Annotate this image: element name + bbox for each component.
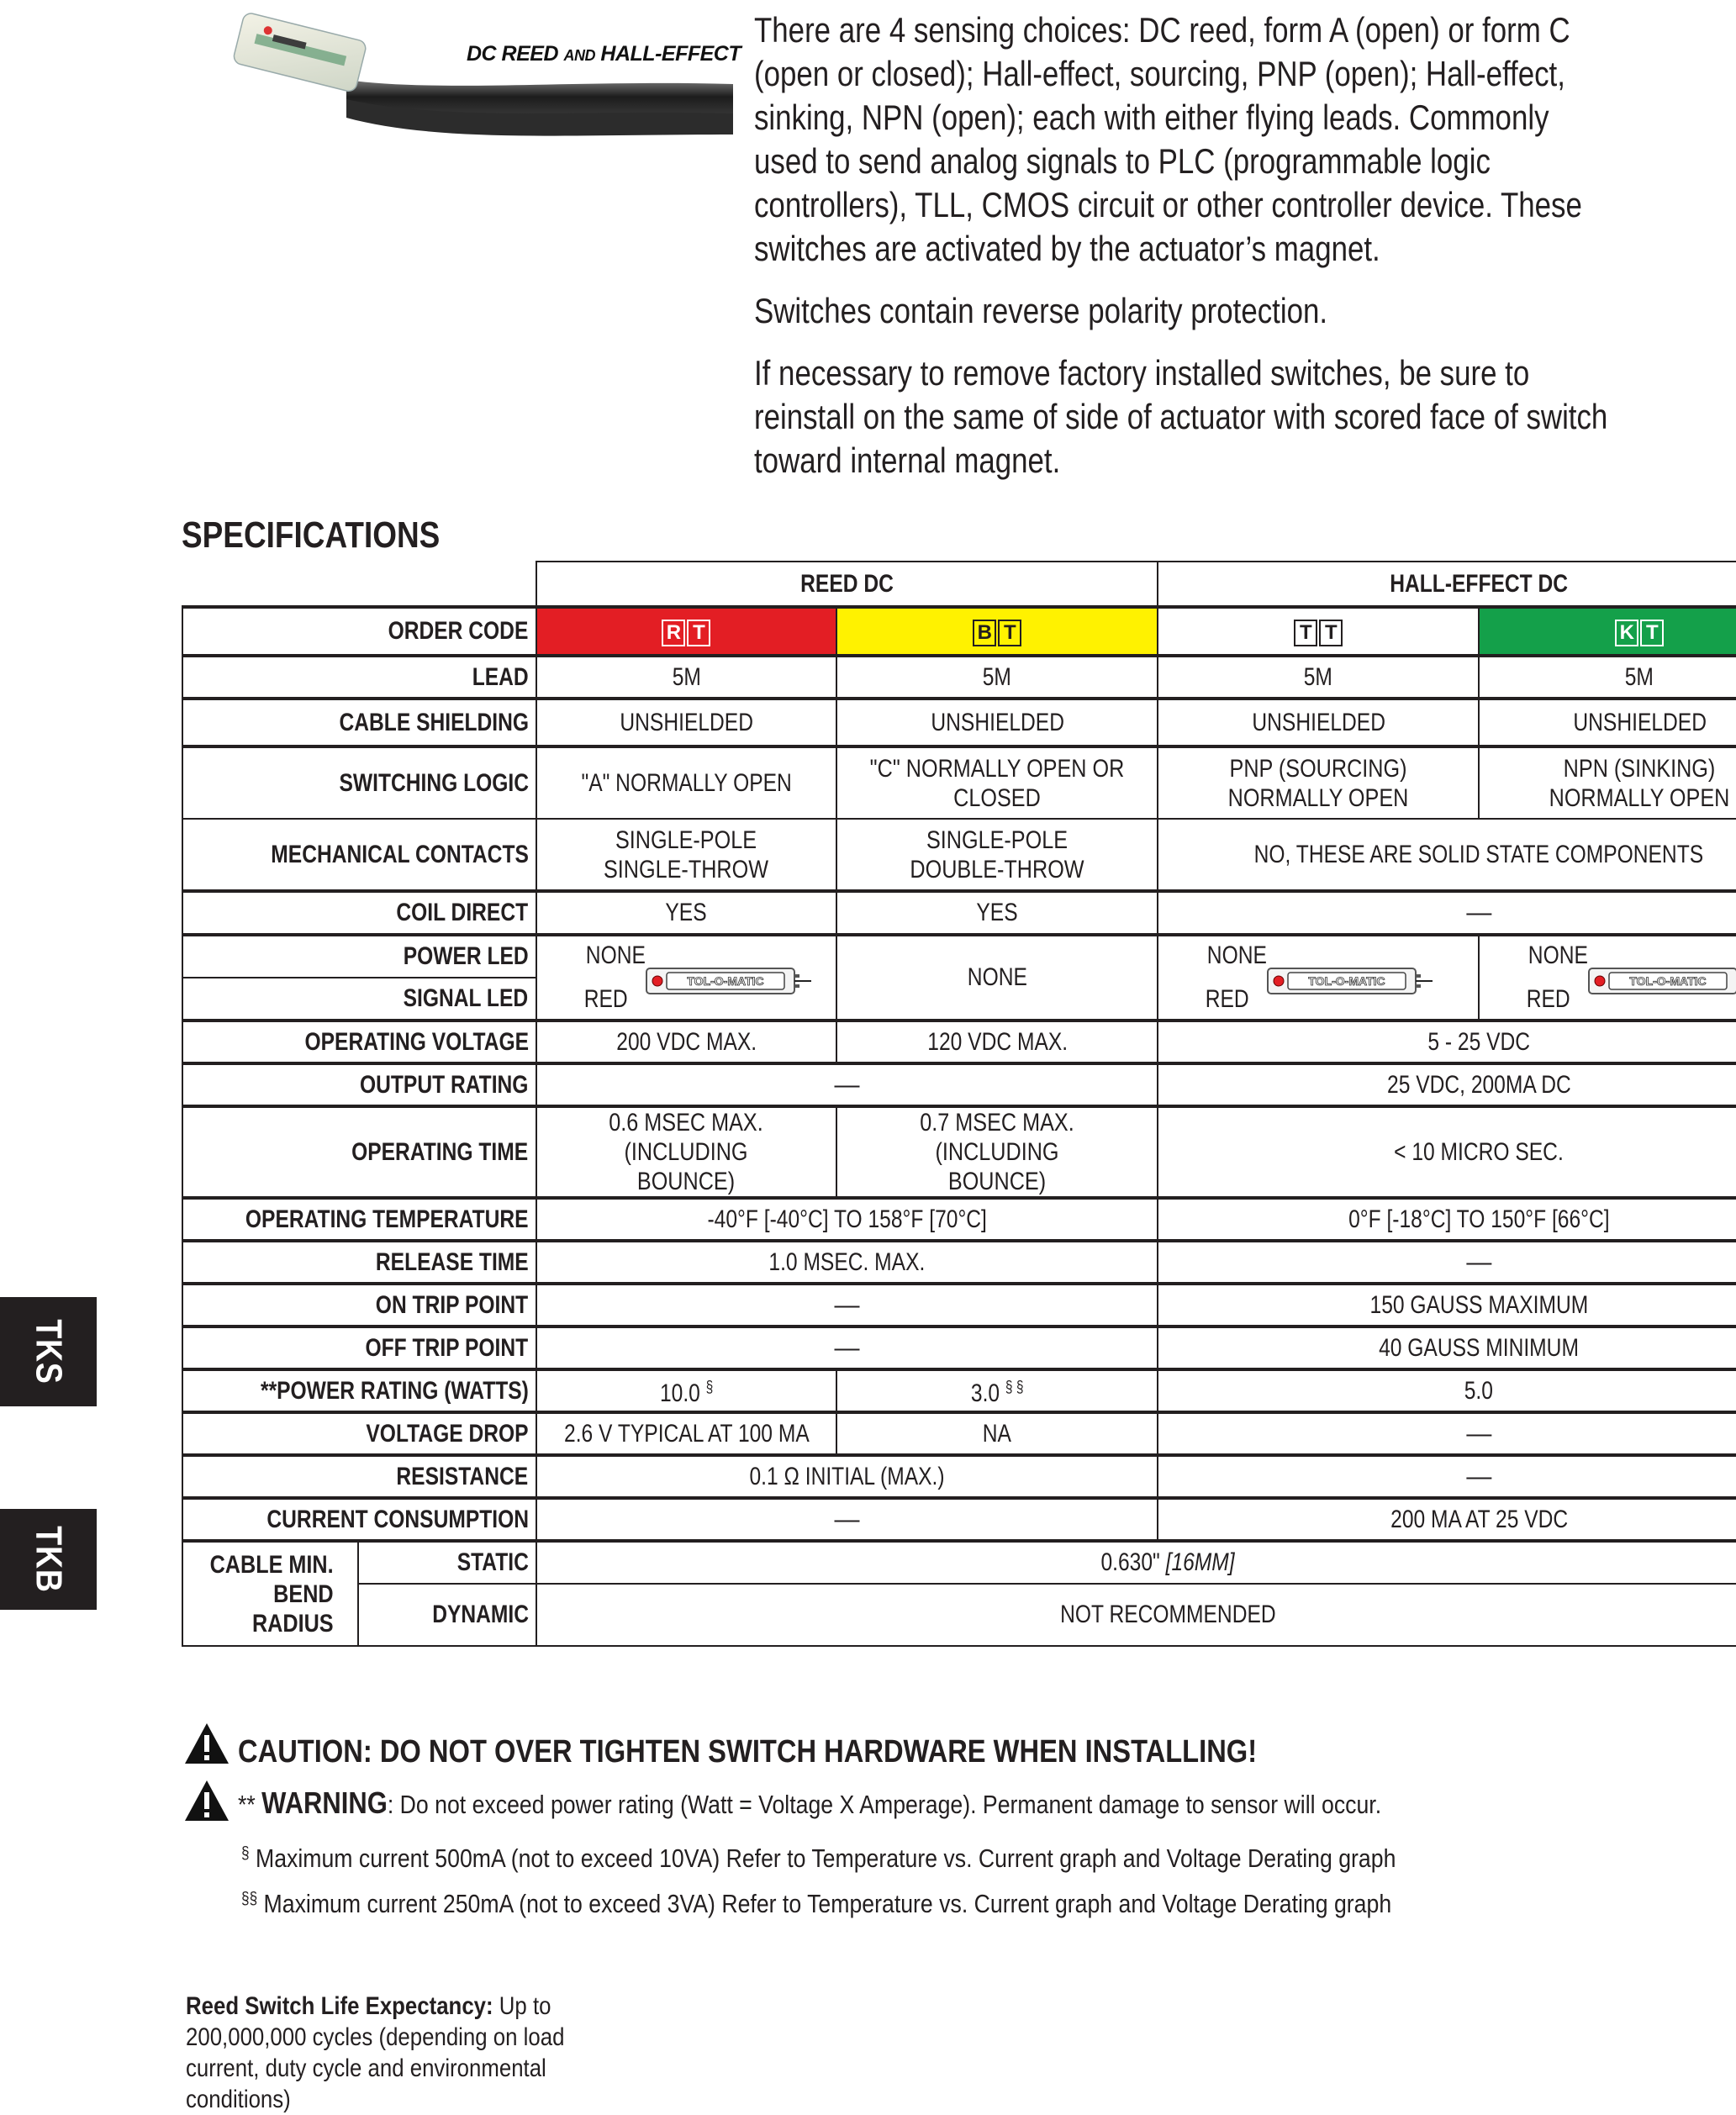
row-operating-voltage: OPERATING VOLTAGE 200 VDC MAX. 120 VDC MAX. 5 - 25 VDC bbox=[182, 1021, 1736, 1063]
order-code-tt: T T bbox=[1158, 607, 1479, 656]
tab-tkb[interactable]: TKB bbox=[0, 1509, 97, 1610]
warning-text: ** WARNING: Do not exceed power rating (Watt = Voltage X Amperage). Permanent damage to sensor will occur. bbox=[238, 1785, 1382, 1820]
footnote-double: §§ Maximum current 250mA (not to exceed 3VA) Refer to Temperature vs. Current graph and Voltage Derating graph bbox=[241, 1889, 1392, 1918]
intro-paragraph: Switches contain reverse polarity protection. bbox=[754, 291, 1328, 330]
warning-icon bbox=[183, 1779, 230, 1822]
group-reed-dc: REED DC bbox=[536, 562, 1158, 607]
svg-text:TOL-O-MATIC: TOL-O-MATIC bbox=[1629, 974, 1707, 988]
tol-o-matic-switch-badge bbox=[1587, 962, 1736, 1000]
row-output-rating: OUTPUT RATING — 25 VDC, 200MA DC bbox=[182, 1063, 1736, 1106]
intro-paragraph: If necessary to remove factory installed switches, be sure to reinstall on the same of side of actuator with scored face of switch toward internal magnet. bbox=[754, 353, 1608, 480]
footnote-single: § Maximum current 500mA (not to exceed 10VA) Refer to Temperature vs. Current graph and Voltage Derating graph bbox=[241, 1843, 1396, 1873]
svg-text:TOL-O-MATIC: TOL-O-MATIC bbox=[686, 974, 764, 988]
row-mechanical-contacts: MECHANICAL CONTACTS SINGLE-POLE SINGLE-THROW SINGLE-POLE DOUBLE-THROW NO, THESE ARE SOLID STATE COMPONENTS bbox=[182, 819, 1736, 891]
row-voltage-drop: VOLTAGE DROP 2.6 V TYPICAL AT 100 MA NA — bbox=[182, 1412, 1736, 1455]
row-lead: LEAD 5M 5M 5M 5M bbox=[182, 656, 1736, 699]
row-release-time: RELEASE TIME 1.0 MSEC. MAX. — bbox=[182, 1241, 1736, 1284]
row-operating-time: OPERATING TIME 0.6 MSEC MAX. (INCLUDING BOUNCE) 0.7 MSEC MAX. (INCLUDING BOUNCE) < 10 MICRO SEC. bbox=[182, 1106, 1736, 1198]
reed-switch-photo bbox=[220, 0, 733, 172]
tol-o-matic-switch-badge bbox=[645, 962, 811, 1000]
group-header-row bbox=[182, 562, 1736, 607]
tab-tks[interactable]: TKS bbox=[0, 1297, 97, 1406]
tol-o-matic-switch-badge bbox=[1266, 962, 1433, 1000]
row-coil-direct: COIL DIRECT YES YES — bbox=[182, 891, 1736, 935]
row-operating-temperature: OPERATING TEMPERATURE -40°F [-40°C] TO 158°F [70°C] 0°F [-18°C] TO 150°F [66°C] bbox=[182, 1198, 1736, 1241]
led-cell-rt: NONE RED TOL-O-MATIC bbox=[536, 935, 837, 1021]
led-cell-tt: NONE RED TOL-O-MATIC bbox=[1158, 935, 1479, 1021]
order-code-rt: R T bbox=[536, 607, 837, 656]
row-bend-radius-static: CABLE MIN. BEND RADIUS STATIC 0.630" [16MM] bbox=[182, 1541, 1736, 1584]
led-cell-kt: NONE RED TOL-O-MATIC bbox=[1479, 935, 1736, 1021]
specifications-title: SPECIFICATIONS bbox=[182, 514, 441, 556]
row-on-trip-point: ON TRIP POINT — 150 GAUSS MAXIMUM bbox=[182, 1284, 1736, 1326]
row-switching-logic: SWITCHING LOGIC "A" NORMALLY OPEN "C" NORMALLY OPEN OR CLOSED PNP (SOURCING) NORMALLY OPEN NPN (SINKING) NORMALLY OPEN bbox=[182, 746, 1736, 819]
row-current-consumption: CURRENT CONSUMPTION — 200 MA AT 25 VDC bbox=[182, 1498, 1736, 1541]
row-off-trip-point: OFF TRIP POINT — 40 GAUSS MINIMUM bbox=[182, 1326, 1736, 1369]
specifications-table bbox=[182, 561, 1736, 1647]
row-signal-led: SIGNAL LED bbox=[182, 978, 1736, 1021]
row-power-rating: **POWER RATING (WATTS) 10.0 § 3.0 § § 5.0 bbox=[182, 1369, 1736, 1412]
intro-text bbox=[754, 8, 1619, 501]
group-hall-effect-dc: HALL-EFFECT DC bbox=[1158, 562, 1736, 607]
reed-switch-life-note: Reed Switch Life Expectancy: Up to 200,000,000 cycles (depending on load current, duty cycle and environmental conditions) bbox=[186, 1992, 565, 2113]
bend-radius-label: CABLE MIN. BEND RADIUS bbox=[182, 1541, 358, 1646]
caution-text: CAUTION: DO NOT OVER TIGHTEN SWITCH HARDWARE WHEN INSTALLING! bbox=[238, 1734, 1258, 1770]
photo-caption: DC REED AND HALL-EFFECT bbox=[467, 42, 741, 66]
svg-text:TOL-O-MATIC: TOL-O-MATIC bbox=[1308, 974, 1385, 988]
row-bend-radius-dynamic: DYNAMIC NOT RECOMMENDED bbox=[182, 1584, 1736, 1646]
order-code-kt: K T bbox=[1479, 607, 1736, 656]
intro-paragraph: There are 4 sensing choices: DC reed, form A (open) or form C (open or closed); Hall-effect, sourcing, PNP (open); Hall-effect, sinking, NPN (open); each with either flying leads. Commonly used to send analog signals to PLC (programmable logic controllers), TLL, CMOS circuit or other controller device. These switches are activated by the actuator’s magnet. bbox=[754, 10, 1582, 268]
caution-icon bbox=[183, 1722, 230, 1765]
row-cable-shielding: CABLE SHIELDING UNSHIELDED UNSHIELDED UNSHIELDED UNSHIELDED bbox=[182, 699, 1736, 746]
row-power-led: POWER LED NONE RED TOL-O-MATIC NONE NONE RED TOL-O-MATIC NONE RED TOL-O-MATIC bbox=[182, 935, 1736, 978]
row-resistance: RESISTANCE 0.1 Ω INITIAL (MAX.) — bbox=[182, 1455, 1736, 1498]
order-code-bt: B T bbox=[836, 607, 1158, 656]
row-order-code: ORDER CODE R T B T T T K T bbox=[182, 607, 1736, 656]
